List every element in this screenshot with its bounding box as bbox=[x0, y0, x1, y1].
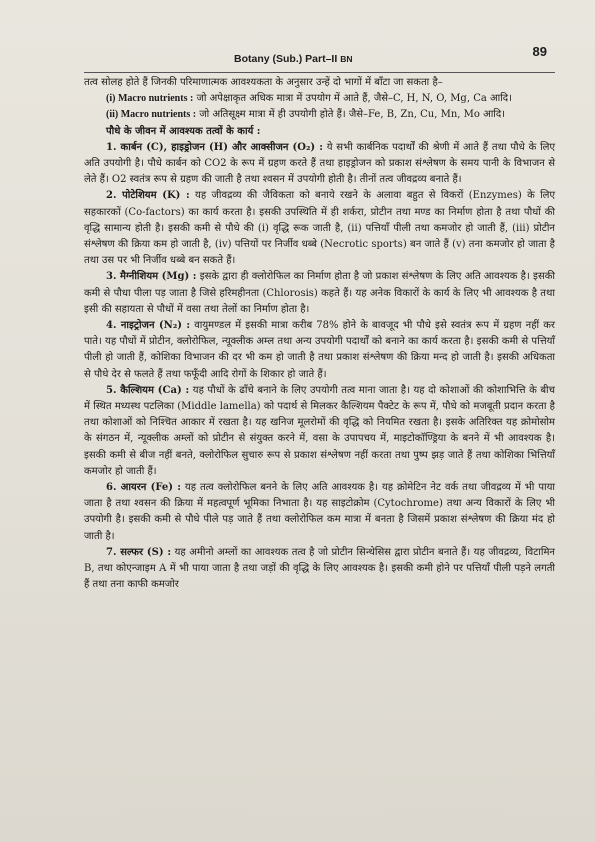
section-calcium-text: यह पौधों के ढाँचे बनाने के लिए उपयोगी तत्व माना जाता है। यह दो कोशाओं की कोशाभित्ति के बीच में स्थित मध्यस्थ पटलिका (Middle lamella) को पदार्थ से मिलकर कैल्शियम पैक्टेट के रूप में, पौधे को मजबूती प्रदान करता है तथा कोशाओं को निश्चित आकार में रखता है। यह खनिज मूलरोमों की वृद्धि को नियमित रखता है। इसके अतिरिक्त यह क्रोमोसोम के संगठन में, न्यूक्लीक अम्लों को प्रोटीन से संयुक्त करने में, वसा के उपापचय में, माइटोकॉण्ड्रिया के बनने में भी आवश्यक है। इसकी कमी से बीज नहीं बनते, क्लोरोफिल सुचारु रूप से प्रकाश संश्लेषण नहीं करता तथा पुष्प झड़ जाते हैं तथा कोशिका भित्तियाँ कमजोर हो जाती हैं। bbox=[84, 384, 555, 477]
section-carbon-text: ये सभी कार्बनिक पदार्थों की श्रेणी में आते हैं तथा पौधे के लिए अति उपयोगी है। पौधे कार्बन को CO2 के रूप में ग्रहण करते हैं तथा हाइड्रोजन को प्रकाश संश्लेषण के समय पानी के विभाजन से लेते हैं। O2 स्वतंत्र रूप से ग्रहण की जाती है तथा श्वसन में उपयोगी होती है। तीनों तत्व जीवद्रव्य बनाते हैं। bbox=[84, 141, 555, 186]
page-header bbox=[84, 38, 555, 73]
section-potassium-text: यह जीवद्रव्य की जैविकता को बनाये रखने के अलावा बहुत से विकरों (Enzymes) के लिए सहकारकों (Co-factors) का कार्य करता है। इसकी उपस्थिति में ही शर्करा, प्रोटीन तथा मण्ड का निर्माण होता है तथा पौधों की वृद्धि सामान्य होती है। इसकी कमी से पौधे की (i) वृद्धि रूक जाती है, (ii) पत्तियाँ पीली तथा कमजोर हो जाती हैं, (iii) प्रोटीन संश्लेषण की क्रिया कम हो जाती है, (iv) पत्तियों पर निर्जीव धब्बे (Necrotic sports) बन जाते हैं (v) तना कमजोर हो जाता है तथा उस पर भी निर्जीव धब्बे बन सकते हैं। bbox=[84, 190, 555, 267]
intro-paragraph: तत्व सोलह होते हैं जिनकी परिमाणात्मक आवश्यकता के अनुसार उन्हें दो भागों में बाँटा जा सकता है– bbox=[84, 77, 443, 88]
running-title-suffix: BN bbox=[340, 54, 353, 64]
macro-nutrients-text: जो अपेक्षाकृत अधिक मात्रा में उपयोग में आते हैं, जैसे–C, H, N, O, Mg, Ca आदि। bbox=[193, 93, 512, 105]
section-nitrogen-text: वायुमण्डल में इसकी मात्रा करीब 78% होने के बावजूद भी पौधे इसे स्वतंत्र रूप में ग्रहण नहीं कर पाते। यह पौधों में प्रोटीन, क्लोरोफिल, न्यूक्लीक अम्ल तथा अन्य उपयोगी पदार्थों को बनाने का कार्य करता है। इसकी कमी से पत्तियाँ पीली हो जाती हैं, कोशिका विभाजन की दर भी कम हो जाती है तथा प्रकाश संश्लेषण की क्रिया मन्द हो जाती है। इसकी अधिकता से पौधे देर से फलते हैं तथा फफूँदी आदि रोगों के शिकार हो जाते हैं। bbox=[84, 320, 555, 380]
section-potassium-title: 2. पोटेशियम (K) : bbox=[106, 190, 190, 202]
macro-nutrients-item bbox=[84, 91, 555, 107]
section-calcium bbox=[84, 383, 555, 480]
running-title bbox=[234, 53, 352, 65]
section-magnesium-text: इसके द्वारा ही क्लोरोफिल का निर्माण होता है जो प्रकाश संश्लेषण के लिए अति आवश्यक है। इसकी कमी से पौधा पीला पड़ जाता है जिसे हरिमहीनता (Chlorosis) कहते हैं। यह अनेक विकारों के कार्य के लिए भी आवश्यक है तथा इसी की सहायता से पौधों में वसा तथा तेलों का निर्माण होता है। bbox=[84, 271, 555, 315]
section-sulphur-title: 7. सल्फर (S) : bbox=[106, 546, 172, 558]
section-iron-text: यह तत्व क्लोरोफिल बनने के लिए अति आवश्यक है। यह क्रोमेटिन नेट वर्क तथा जीवद्रव्य में भी पाया जाता है तथा श्वसन की क्रिया में महत्वपूर्ण भूमिका निभाता है। यह साइटोक्रोम (Cytochrome) तथा अन्य विकारों के लिए भी उपयोगी है। इसकी कमी से पौधे पीले पड़ जाते हैं तथा क्लोरोफिल कम मात्रा में बनता है जिसमें प्रकाश संश्लेषण की क्रिया मंद हो जाती है। bbox=[84, 482, 555, 542]
section-sulphur bbox=[84, 545, 555, 594]
section-magnesium-title: 3. मैग्नीशियम (Mg) : bbox=[106, 271, 197, 283]
functions-heading: पौधे के जीवन में आवश्यक तत्वों के कार्य : bbox=[106, 125, 261, 137]
section-nitrogen-title: 4. नाइट्रोजन (N₂) : bbox=[106, 320, 191, 332]
section-iron-title: 6. आयरन (Fe) : bbox=[106, 482, 181, 494]
section-iron bbox=[84, 480, 555, 545]
section-carbon-title: 1. कार्बन (C), हाइड्रोजन (H) और आक्सीजन (O₂) : bbox=[106, 141, 323, 153]
section-sulphur-text: यह अमीनो अम्लों का आवश्यक तत्व है जो प्रोटीन सिन्थेसिस द्वारा प्रोटीन बनाते हैं। यह जीवद्रव्य, विटामिन B, तथा कोएन्जाइम A में भी पाया जाता है तथा जड़ों की वृद्धि के लिए आवश्यक है। इसकी कमी होने पर पत्तियाँ पीली पड़ने लगती हैं तथा तना काफी कमजोर bbox=[84, 546, 555, 591]
micro-nutrients-label: (ii) Macro nutrients : bbox=[106, 109, 197, 121]
micro-nutrients-text: जो अतिसूक्ष्म मात्रा में ही उपयोगी होते हैं। जैसे–Fe, B, Zn, Cu, Mn, Mo आदि। bbox=[196, 109, 505, 121]
section-carbon bbox=[84, 140, 555, 189]
page-number: 89 bbox=[532, 44, 547, 59]
section-calcium-title: 5. कैल्शियम (Ca) : bbox=[106, 384, 190, 396]
section-magnesium bbox=[84, 269, 555, 318]
macro-nutrients-label: (i) Macro nutrients : bbox=[106, 93, 194, 105]
page-body bbox=[84, 75, 555, 594]
micro-nutrients-item bbox=[84, 107, 555, 123]
running-title-text: Botany (Sub.) Part–II bbox=[234, 53, 338, 65]
section-potassium bbox=[84, 188, 555, 269]
section-nitrogen bbox=[84, 318, 555, 383]
